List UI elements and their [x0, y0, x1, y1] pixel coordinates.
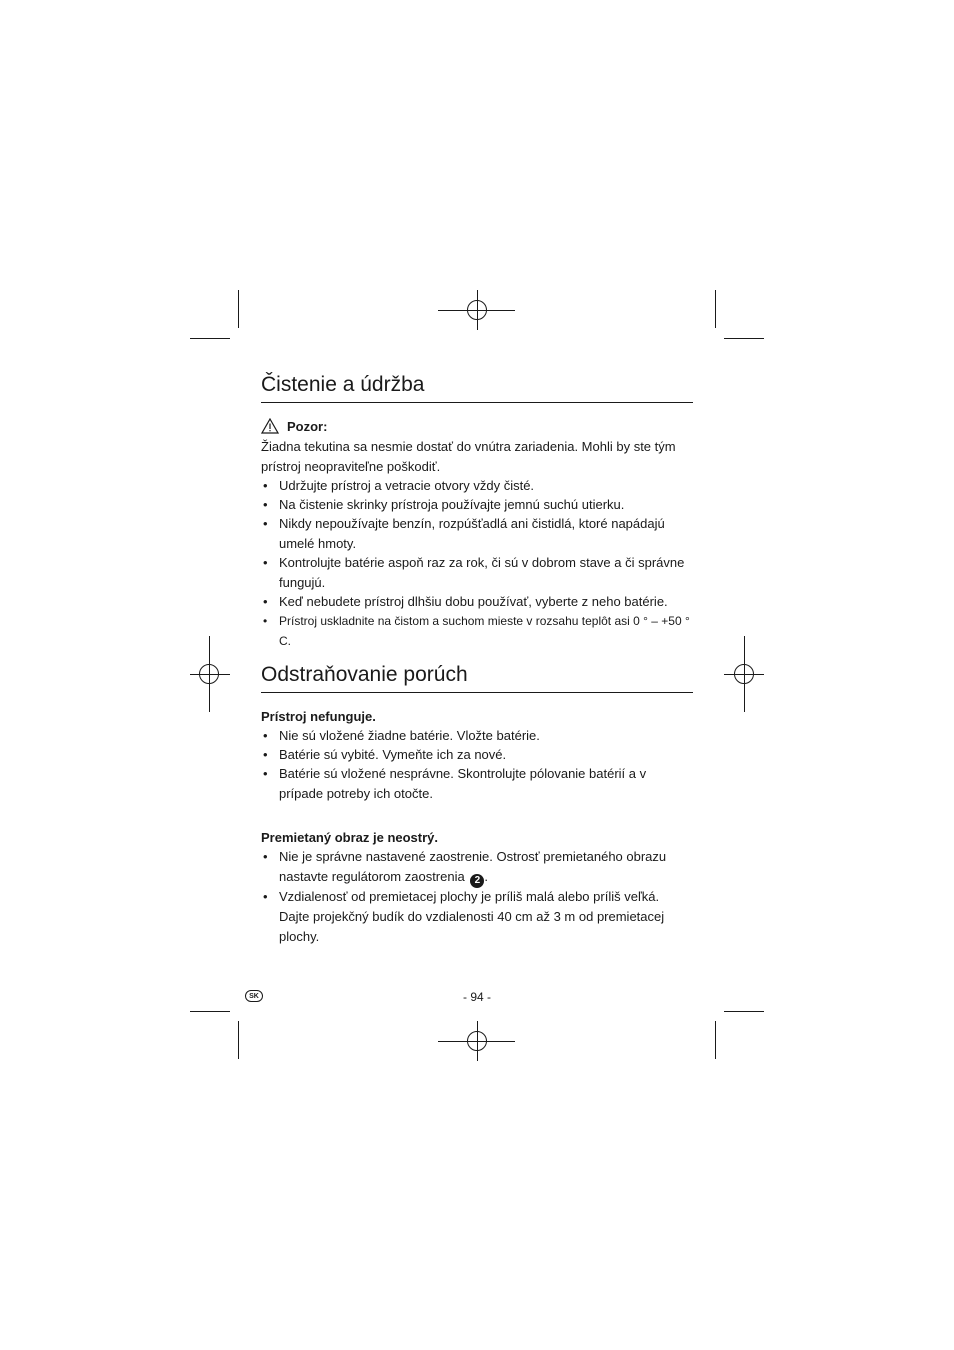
crop-mark [715, 1021, 716, 1059]
list-item: • Kontrolujte batérie aspoň raz za rok, či sú v dobrom stave a či správne fungujú. [261, 553, 693, 593]
list-item: • Na čistenie skrinky prístroja používajte jemnú suchú utierku. [261, 495, 693, 515]
crop-mark [238, 1021, 239, 1059]
crop-mark [190, 1011, 230, 1012]
page-number: - 94 - [462, 990, 491, 1004]
problem-heading: Prístroj nefunguje. [261, 709, 376, 724]
problem-list [261, 847, 693, 947]
crop-mark [724, 338, 764, 339]
section-troubleshooting [261, 660, 693, 947]
list-item-end: . [484, 869, 488, 884]
crop-mark [190, 338, 230, 339]
section-cleaning [261, 370, 693, 651]
list-item: • Nikdy nepoužívajte benzín, rozpúšťadlá ani čistidlá, ktoré napádajú umelé hmoty. [261, 514, 693, 554]
registration-circle [199, 664, 219, 684]
focus-regulator-number-badge: 2 [470, 874, 484, 888]
list-item: • Nie sú vložené žiadne batérie. Vložte batérie. [261, 726, 693, 746]
crop-mark [715, 290, 716, 328]
warning-row [261, 418, 693, 434]
list-item: • Vzdialenosť od premietacej plochy je príliš malá alebo príliš veľká. Dajte projekčný budík do vzdialenosti 40 cm až 3 m od premietacej plochy. [261, 887, 693, 947]
list-item: • Udržujte prístroj a vetracie otvory vždy čisté. [261, 476, 693, 496]
section-title-troubleshooting: Odstraňovanie porúch [261, 660, 693, 693]
list-item: • Keď nebudete prístroj dlhšiu dobu používať, vyberte z neho batérie. [261, 592, 693, 612]
list-item-text: Nie je správne nastavené zaostrenie. Ostrosť premietaného obrazu nastavte regulátorom zaostrenia [279, 849, 667, 884]
warning-text: Žiadna tekutina sa nesmie dostať do vnútra zariadenia. Mohli by ste tým prístroj neopraviteľne poškodiť. [261, 439, 676, 474]
registration-circle [467, 1031, 487, 1051]
registration-circle [734, 664, 754, 684]
crop-mark [238, 290, 239, 328]
list-item: • Batérie sú vybité. Vymeňte ich za nové. [261, 745, 693, 765]
warning-label: Pozor: [287, 418, 328, 434]
section-title-cleaning: Čistenie a údržba [261, 370, 693, 403]
crop-mark [724, 1011, 764, 1012]
list-item: • Batérie sú vložené nesprávne. Skontrolujte pólovanie batérií a v prípade potreby ich otočte. [261, 764, 693, 804]
registration-circle [467, 300, 487, 320]
cleaning-list [261, 476, 693, 651]
problem-heading: Premietaný obraz je neostrý. [261, 830, 439, 845]
list-item [261, 847, 693, 888]
warning-triangle-icon [261, 418, 279, 434]
language-badge: SK [245, 990, 263, 1002]
list-item: • Prístroj uskladnite na čistom a suchom mieste v rozsahu teplôt asi 0 ° – +50 ° C. [261, 611, 693, 651]
problem-list [261, 726, 693, 804]
